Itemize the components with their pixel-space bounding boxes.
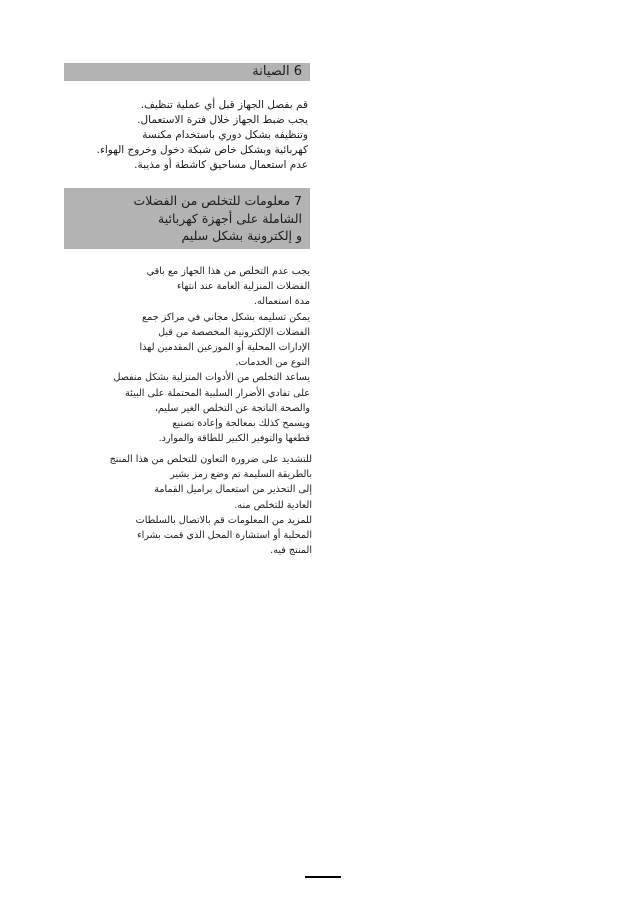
title-line: 7 معلومات للتخلص من الفضلات (133, 193, 302, 208)
text-line: الإدارات المحلية أو الموزعين المقدمين لهذا (139, 342, 310, 354)
text-line: يجب عدم التخلص من هذا الجهاز مع باقي (146, 266, 310, 277)
text-line: المنتج فيه. (270, 545, 312, 557)
title-line: و إلكترونية بشكل سليم (181, 228, 302, 243)
text-line: الفضلات المنزلية العامة عند انتهاء (176, 281, 310, 293)
title-line: الشاملة على أجهزة كهربائية (158, 210, 302, 226)
text-line: إلى التحذير من استعمال براميل القمامة (154, 484, 312, 496)
maintenance-paragraph (97, 98, 308, 173)
text-line: وتنظيفه بشكل دوري باستخدام مكنسة (142, 129, 308, 141)
text-line: يجب ضبط الجهاز خلال فترة الاستعمال. (137, 114, 308, 126)
section-6-title: 6 الصيانة (252, 64, 302, 79)
text-line: يمكن تسليمه بشكل مجاني في مراكز جمع (142, 311, 310, 323)
text-line: للمزيد من المعلومات قم بالاتصال بالسلطات (135, 514, 312, 526)
text-line: العادية للتخلص منه. (234, 499, 312, 511)
text-line: الفضلات الإلكترونية المخصصة من قبل (158, 326, 310, 338)
text-line: مدة استعماله. (253, 296, 310, 308)
text-line: عدم استعمال مساحيق كاشطة أو مذيبة. (134, 159, 308, 171)
text-line: قطعها والتوفير الكبير للطاقة والموارد. (158, 433, 310, 445)
disposal-paragraph-2 (110, 452, 312, 558)
disposal-paragraph-1 (113, 264, 310, 446)
text-line: قم بفصل الجهاز قبل أي عملية تنظيف. (140, 99, 308, 111)
text-line: كهربائية وبشكل خاص شبكة دخول وخروج الهواء. (96, 144, 308, 156)
text-line: يساعد التخلص من الأدوات المنزلية بشكل منفصل (113, 372, 310, 384)
text-line: المحلية أو استشارة المحل الذي قمت بشراء (137, 530, 312, 542)
text-line: النوع من الخدمات. (235, 357, 310, 369)
page-number-line (305, 876, 341, 878)
text-line: والصحة الناتجة عن التخلص الغير سليم، (154, 402, 310, 414)
section-7-title (133, 192, 302, 245)
text-line: بالطريقة السليمة تم وضع رمز يشير (170, 469, 312, 481)
section-6-header (64, 63, 310, 81)
section-7-header (64, 188, 310, 249)
text-line: للتشديد على ضرورة التعاون للتخلص من هذا المنتج (109, 454, 312, 465)
text-line: ويسمح كذلك بمعالجة وإعادة تصنيع (172, 418, 310, 430)
text-line: على تفادي الأضرار السلبية المحتملة على البيئة (125, 387, 310, 399)
